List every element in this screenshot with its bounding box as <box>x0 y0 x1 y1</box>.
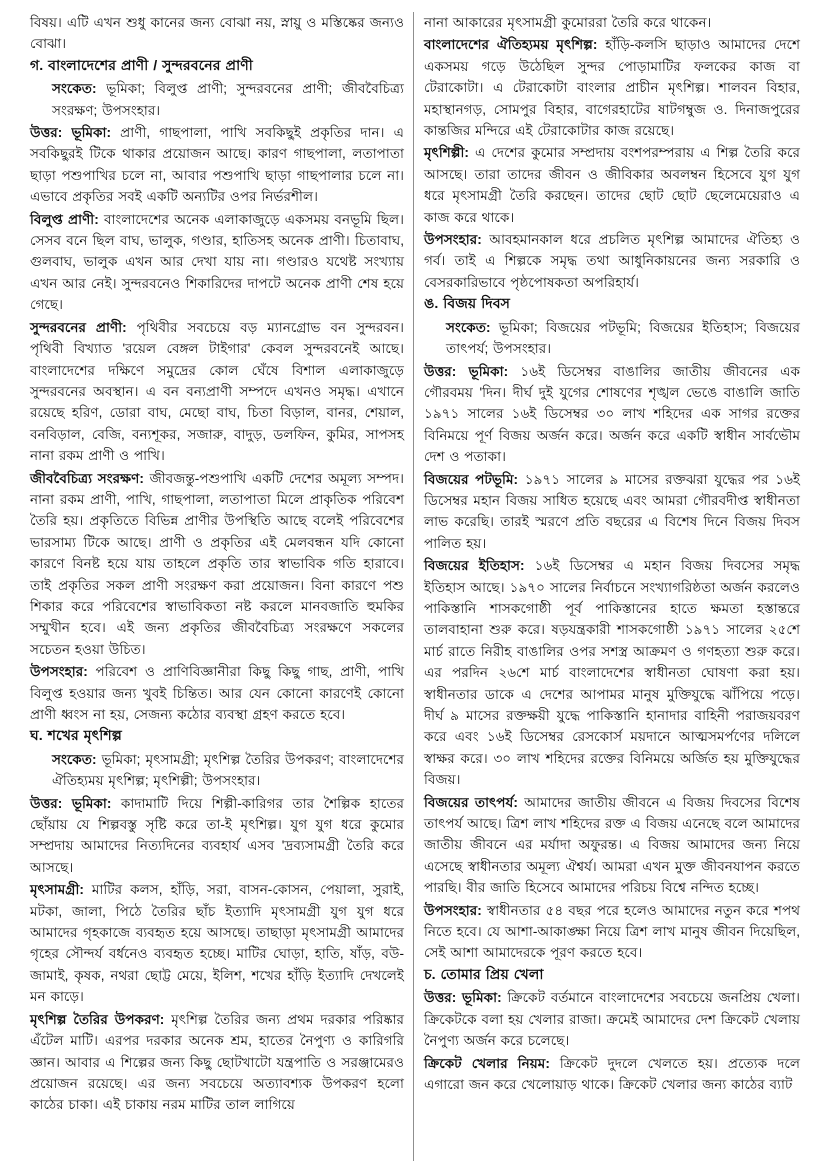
paragraph: সুন্দরবনের প্রাণী: পৃথিবীর সবচেয়ে বড় ম্যানগ্রোভ বন সুন্দরবন। পৃথিবী বিখ্যাত 'রয়েল বেঙ্গল টাইগার' কেবল সুন্দরবনেই আছে। বাংলাদেশের দক্ষিণে সমুদ্রের কোল ঘেঁষে বিশাল এলাকাজুড়ে সুন্দরবনের অবস্থান। এ বন বন্যপ্রাণী সম্পদে এখনও সমৃদ্ধ। এখানে রয়েছে হরিণ, ডোরা বাঘ, মেছো বাঘ, চিতা বিড়াল, বানর, শেয়াল, বনবিড়াল, বেজি, বন্যশূকর, সজারু, বাদুড়, ডলফিন, কুমির, সাপসহ নানা রকম প্রাণী ও পাখি। <box>30 319 405 464</box>
paragraph-lead: উপসংহার: <box>30 664 96 680</box>
paragraph-lead: উত্তর: ভূমিকা: <box>30 125 121 141</box>
paragraph-lead: উত্তর: ভূমিকা: <box>30 795 121 811</box>
paragraph: বাংলাদেশের ঐতিহ্যময় মৃৎশিল্প: হাঁড়ি-কলসি ছাড়াও আমাদের দেশে একসময় গড়ে উঠেছিল সুন্দর পোড়ামাটির ফলকের কাজ বা টেরাকোটা। এ টেরাকোটা বাংলার প্রাচীন মৃৎশিল্প। শালবন বিহার, মহাস্থানগড়, সোমপুর বিহার, বাগেরহাটের ষাটগম্বুজ ও. দিনাজপুরের কান্তজির মন্দিরে এই টেরাকোটার কাজ রয়েছে। <box>424 37 800 139</box>
paragraph-lead: ক্রিকেট খেলার নিয়ম: <box>424 1055 560 1071</box>
paragraph-lead: জীববৈচিত্র্য সংরক্ষণ: <box>30 470 150 486</box>
hint-paragraph: সংকেত: ভূমিকা; বিজয়ের পটভূমি; বিজয়ের ইতিহাস; বিজয়ের তাৎপর্য; উপসংহার। <box>446 319 800 357</box>
paragraph-lead: মৃৎসামগ্রী: <box>30 882 92 898</box>
section-heading: গ. বাংলাদেশের প্রাণী / সুন্দরবনের প্রাণী <box>30 57 253 74</box>
paragraph-lead: সুন্দরবনের প্রাণী: <box>30 319 137 335</box>
paragraph: বিজয়ের ইতিহাস: ১৬ই ডিসেম্বর এ মহান বিজয় দিবসের সমৃদ্ধ ইতিহাস আছে। ১৯৭০ সালের নির্বাচনে সংখ্যাগরিষ্ঠতা অর্জন করলেও পাকিস্তানি শাসকগোষ্ঠী পূর্ব পাকিস্তানের হাতে ক্ষমতা হস্তান্তরে তালবাহানা শুরু করে। ষড়যন্ত্রকারী শাসকগোষ্ঠী ১৯৭১ সালের ২৫শে মার্চ রাতে নিরীহ বাঙালির ওপর সশস্ত্র আক্রমণ ও গণহত্যা শুরু করে। এর পরদিন ২৬শে মার্চ বাংলাদেশের স্বাধীনতা ঘোষণা করা হয়। স্বাধীনতার ডাকে এ দেশের আপামর মানুষ মুক্তিযুদ্ধে ঝাঁপিয়ে পড়ে। দীর্ঘ ৯ মাসের রক্তক্ষয়ী যুদ্ধে পাকিস্তানি হানাদার বাহিনী পরাজয়বরণ করে এবং ১৬ই ডিসেম্বর রেসকোর্স ময়দানে আত্মসমর্পণের দলিলে স্বাক্ষর করে। ৩০ লাখ শহিদের রক্তের বিনিময়ে অর্জিত হয় মুক্তিযুদ্ধের বিজয়। <box>424 558 800 788</box>
paragraph: বিজয়ের পটভূমি: ১৯৭১ সালের ৯ মাসের রক্তঝরা যুদ্ধের পর ১৬ই ডিসেম্বর মহান বিজয় সাধিত হয়েছে এবং আমরা গৌরবদীপ্ত স্বাধীনতা লাভ করেছি। তারই স্মরণে প্রতি বছরের এ বিশেষ দিনে বিজয় দিবস পালিত হয়। <box>424 471 800 551</box>
paragraph-lead: বাংলাদেশের ঐতিহ্যময় মৃৎশিল্প: <box>424 37 606 53</box>
paragraph: মৃৎশিল্পী: এ দেশের কুমোর সম্প্রদায় বংশপরম্পরায় এ শিল্প তৈরি করে আসছে। তারা তাদের জীবন ও জীবিকার অবলম্বন হিসেবে যুগ যুগ ধরে মৃৎসামগ্রী তৈরি করছেন। তাদের ছোট ছোট ছেলেমেয়েরাও এ কাজ করে থাকে। <box>424 145 800 225</box>
paragraph: জীববৈচিত্র্য সংরক্ষণ: জীবজন্তু-পশুপাখি একটি দেশের অমূল্য সম্পদ। নানা রকম প্রাণী, পাখি, গাছপালা, লতাপাতা মিলে প্রাকৃতিক পরিবেশ তৈরি হয়। প্রকৃতিতে বিভিন্ন প্রাণীর উপস্থিতি আছে বলেই পরিবেশের ভারসাম্য টিকে আছে। প্রাণী ও প্রকৃতির এই মেলবন্ধন যদি কোনো কারণে বিনষ্ট হয়ে যায় তাহলে প্রকৃতি তার স্বাভাবিক গতি হারাবে। তাই প্রকৃতির সকল প্রাণী সংরক্ষণ করা প্রয়োজন। বিনা কারণে পশু শিকার করে পরিবেশের স্বাভাবিকতা নষ্ট করলে মানবজাতি হুমকির সম্মুখীন হবে। এই জন্য প্রকৃতির জীববৈচিত্র্য সংরক্ষণে সকলের সচেতন হওয়া উচিত। <box>30 470 404 657</box>
paragraph-lead: বিজয়ের তাৎপর্য: <box>424 794 525 810</box>
paragraph: উপসংহার: পরিবেশ ও প্রাণিবিজ্ঞানীরা কিছু কিছু গাছ, প্রাণী, পাখি বিলুপ্ত হওয়ার জন্য খুবই চিন্তিত। আর যেন কোনো কারণেই কোনো প্রাণী ধ্বংস না হয়, সেজন্য কঠোর ব্যবস্থা গ্রহণ করতে হবে। <box>30 664 404 722</box>
paragraph: বিষয়। এটি এখন শুধু কানের জন্য বোঝা নয়, স্নায়ু ও মস্তিষ্কের জন্যও বোঝা। <box>30 15 404 52</box>
paragraph: উত্তর: ভূমিকা: প্রাণী, গাছপালা, পাখি সবকিছুই প্রকৃতির দান। এ সবকিছুরই টিকে থাকার প্রয়োজন আছে। কারণ গাছপালা, লতাপাতা ছাড়া পশুপাখির চলে না, আবার পশুপাখি ছাড়া গাছপালার চলে না। এভাবে প্রকৃতির সবই একটি অন্যটির ওপর নির্ভরশীল। <box>30 125 404 205</box>
paragraph-lead: সংকেত: <box>446 319 499 335</box>
paragraph: মৃৎসামগ্রী: মাটির কলস, হাঁড়ি, সরা, বাসন-কোসন, পেয়ালা, সুরাই, মটকা, জালা, পিঠে তৈরির ছাঁচ ইত্যাদি মৃৎসামগ্রী যুগ যুগ ধরে আমাদের গৃহকাজে ব্যবহৃত হয়ে আসছে। তাছাড়া মৃৎসামগ্রী আমাদের গৃহের সৌন্দর্য বর্ধনেও ব্যবহৃত হচ্ছে। মাটির ঘোড়া, হাতি, ষাঁড়, বউ-জামাই, কৃষক, নথরা ছোট্ট মেয়ে, ইলিশ, শখের হাঁড়ি ইত্যাদি দেখলেই মন কাড়ে। <box>30 882 404 1005</box>
left-column <box>30 12 404 1161</box>
section-heading: ঘ. শখের মৃৎশিল্প <box>30 728 122 745</box>
paragraph: উত্তর: ভূমিকা: কাদামাটি দিয়ে শিল্পী-কারিগর তার শৈল্পিক হাতের ছোঁয়ায় যে শিল্পবস্তু সৃষ্টি করে তা-ই মৃৎশিল্প। যুগ যুগ ধরে কুমোর সম্প্রদায় আমাদের নিত্যদিনের ব্যবহার্য এসব 'দ্রব্যসামগ্রী তৈরি করে আসছে। <box>30 795 405 875</box>
paragraph: উত্তর: ভূমিকা: ক্রিকেট বর্তমানে বাংলাদেশের সবচেয়ে জনপ্রিয় খেলা। ক্রিকেটকে বলা হয় খেলার রাজা। ক্রমেই আমাদের দেশ ক্রিকেট খেলায় নৈপুণ্য অর্জন করে চলেছে। <box>424 990 801 1049</box>
paragraph: বিলুপ্ত প্রাণী: বাংলাদেশের অনেক এলাকাজুড়ে একসময় বনভূমি ছিল। সেসব বনে ছিল বাঘ, ভালুক, গণ্ডার, হাতিসহ অনেক প্রাণী। চিতাবাঘ, গুলবাঘ, ভালুক এখন আর দেখা যায় না। গণ্ডারও যথেষ্ট সংখ্যায় এখন আর নেই। সুন্দরবনেও শিকারিদের দাপটে অনেক প্রাণী শেষ হয়ে গেছে। <box>30 211 404 313</box>
paragraph-lead: বিজয়ের ইতিহাস: <box>424 558 535 574</box>
paragraph-lead: উত্তর: ভূমিকা: <box>424 363 521 379</box>
paragraph: মৃৎশিল্প তৈরির উপকরণ: মৃৎশিল্প তৈরির জন্য প্রথম দরকার পরিষ্কার এঁটেল মাটি। এরপর দরকার অনেক শ্রম, হাতের নৈপুণ্য ও কারিগরি জ্ঞান। আবার এ শিল্পের জন্য কিছু ছোটখাটো যন্ত্রপাতি ও সরঞ্জামেরও প্রয়োজন রয়েছে। এর জন্য সবচেয়ে অত্যাবশ্যক উপকরণ হলো কাঠের চাকা। এই চাকায় নরম মাটির তাল লাগিয়ে <box>30 1011 404 1113</box>
column-divider <box>413 12 414 1161</box>
paragraph: নানা আকারের মৃৎসামগ্রী কুমোররা তৈরি করে থাকেন। <box>424 15 712 30</box>
hint-paragraph: সংকেত: ভূমিকা; মৃৎসামগ্রী; মৃৎশিল্প তৈরির উপকরণ; বাংলাদেশের ঐতিহ্যময় মৃৎশিল্প; মৃৎশিল্পী; উপসংহার। <box>52 751 404 789</box>
section-heading: চ. তোমার প্রিয় খেলা <box>424 966 544 983</box>
paragraph-lead: উপসংহার: <box>424 232 490 248</box>
paragraph: উপসংহার: স্বাধীনতার ৫৪ বছর পরে হলেও আমাদের নতুন করে শপথ নিতে হবে। যে আশা-আকাঙ্ক্ষা নিয়ে ত্রিশ লাখ মানুষ জীবন দিয়েছিল, সেই আশা আমাদেরকে পূরণ করতে হবে। <box>424 902 800 961</box>
paragraph-lead: মৃৎশিল্প তৈরির উপকরণ: <box>30 1011 172 1027</box>
section-heading: ঙ. বিজয় দিবস <box>424 296 511 313</box>
paragraph-lead: বিজয়ের পটভূমি: <box>424 471 525 487</box>
paragraph-lead: সংকেত: <box>52 81 107 97</box>
paragraph-lead: সংকেত: <box>52 751 102 767</box>
hint-paragraph: সংকেত: ভূমিকা; বিলুপ্ত প্রাণী; সুন্দরবনের প্রাণী; জীববৈচিত্র্য সংরক্ষণ; উপসংহার। <box>52 81 404 118</box>
paragraph-lead: উত্তর: ভূমিকা: <box>424 990 508 1006</box>
paragraph-lead: বিলুপ্ত প্রাণী: <box>30 211 104 227</box>
paragraph-lead: উপসংহার: <box>424 902 487 918</box>
paragraph-lead: মৃৎশিল্পী: <box>424 145 475 161</box>
paragraph: উত্তর: ভূমিকা: ১৬ই ডিসেম্বর বাঙালির জাতীয় জীবনের এক গৌরবময় 'দিন। দীর্ঘ দুই যুগের শোষণের শৃঙ্খল ভেঙে বাঙালি জাতি ১৯৭১ সালের ১৬ই ডিসেম্বর ৩০ লাখ শহিদের এক সাগর রক্তের বিনিময়ে পূর্ণ বিজয় অর্জন করে। অর্জন করে একটি স্বাধীন সার্বভৌম দেশ ও পতাকা। <box>424 363 800 465</box>
right-column <box>424 12 800 1161</box>
paragraph: ক্রিকেট খেলার নিয়ম: ক্রিকেট দুদলে খেলতে হয়। প্রত্যেক দলে এগারো জন করে খেলোয়াড় থাকে। ক্রিকেট খেলার জন্য কাঠের ব্যাট <box>424 1055 800 1092</box>
paragraph: উপসংহার: আবহমানকাল ধরে প্রচলিত মৃৎশিল্প আমাদের ঐতিহ্য ও গর্ব। তাই এ শিল্পকে সমৃদ্ধ তথা আধুনিকায়নের জন্য সরকারি ও বেসরকারিভাবে পৃষ্ঠপোষকতা অপরিহার্য। <box>424 232 800 290</box>
paragraph: বিজয়ের তাৎপর্য: আমাদের জাতীয় জীবনে এ বিজয় দিবসের বিশেষ তাৎপর্য আছে। ত্রিশ লাখ শহিদের রক্ত এ বিজয় এনেছে বলে আমাদের জাতীয় জীবনে এর মর্যাদা অফুরন্ত। এ বিজয় আমাদের জন্য নিয়ে এসেছে স্বাধীনতার অমূল্য ঐশ্বর্য। আমরা এখন মুক্ত জীবনযাপন করতে পারছি। বীর জাতি হিসেবে আমাদের পরিচয় বিশ্বে নন্দিত হচ্ছে। <box>424 794 800 896</box>
